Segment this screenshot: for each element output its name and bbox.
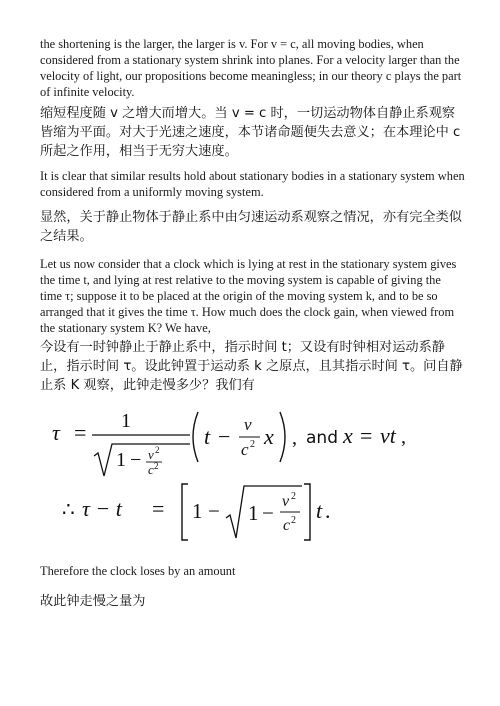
eq1-left-paren: [193, 412, 198, 462]
eq1-right-paren: [280, 412, 285, 462]
eq1-tau: τ: [52, 420, 60, 445]
paragraph-english-4: Therefore the clock loses by an amount: [40, 564, 236, 578]
eq1-and: and: [306, 428, 338, 448]
eq2-equals: =: [152, 496, 165, 521]
eq1-root-c: c: [148, 462, 154, 477]
eq2-root-v-exp: 2: [291, 491, 296, 502]
eq2-root-c: c: [283, 517, 291, 534]
eq2-tail-period: .: [325, 498, 331, 523]
eq1-sqrt-sign: [94, 444, 190, 476]
eq1-frac-c-exp: 2: [250, 439, 255, 450]
equation-clock-loss: [40, 478, 470, 548]
eq1-root-v-exp: 2: [155, 445, 160, 455]
eq2-root-minus: −: [262, 501, 274, 525]
eq1-root-v: v: [148, 447, 154, 462]
eq2-lhs: τ − t: [82, 496, 122, 521]
eq2-root-v: v: [282, 493, 290, 510]
eq2-right-bracket: [304, 484, 310, 540]
eq1-frac-c: c: [241, 440, 249, 459]
eq2-minus: −: [208, 499, 220, 523]
paragraph-english-3: Let us now consider that a clock which is lying at rest in the stationary system gives the time t, and lying at rest relative to the moving system is capable of giving the time τ; suppose it to be placed at the origin of the moving system k, and to be so arranged that it gives the time τ. How much does the clock gain, when viewed from the stationary system K? We have,: [40, 257, 457, 335]
paragraph-english-2: It is clear that similar results hold about stationary bodies in a stationary system when considered from a uniformly moving system.: [40, 169, 465, 199]
eq1-t: t: [204, 424, 211, 449]
eq2-root-c-exp: 2: [291, 515, 296, 526]
eq1-tail-x: x: [343, 423, 353, 448]
eq1-tail-equals: =: [360, 423, 373, 448]
eq1-paren-minus: −: [218, 424, 231, 449]
eq2-root-one: 1: [248, 501, 259, 525]
eq1-tail-vt: vt: [380, 423, 396, 448]
eq1-root-one: 1: [116, 449, 126, 471]
eq2-left-bracket: [182, 484, 188, 540]
eq2-therefore: ∴: [62, 499, 75, 521]
paragraph-chinese-4: 故此钟走慢之量为: [40, 594, 146, 609]
paragraph-chinese-1: 缩短程度随 v 之增大而增大。当 v = c 时，一切运动物体自静止系观察皆缩为平面。对大于光速之速度，本节诸命题便失去意义；在本理论中 c 所起之作用，相当于无穷大速度。: [40, 106, 461, 159]
eq1-tail-comma: ,: [401, 426, 406, 448]
eq1-equals: =: [74, 420, 87, 445]
eq1-numerator: 1: [121, 410, 131, 432]
equation-time-transformation: [40, 400, 470, 490]
paragraph-chinese-2: 显然，关于静止物体于静止系中由匀速运动系观察之情况，亦有完全类似之结果。: [40, 210, 462, 244]
eq2-tail-t: t: [316, 498, 323, 523]
eq1-comma: ,: [292, 427, 297, 449]
paragraph-english-1: the shortening is the larger, the larger is v. For v = c, all moving bodies, when considered from a stationary system shrink into planes. For a velocity larger than the velocity of light, our propositions become meaningless; in our theory c plays the part of infinite velocity.: [40, 37, 462, 99]
eq1-x: x: [264, 424, 274, 449]
paragraph-chinese-3: 今设有一时钟静止于静止系中，指示时间 t；又设有时钟相对运动系静止，指示时间 τ。设此钟置于运动系 k 之原点，且其指示时间 τ。问自静止系 K 观察，此钟走慢多少？我们有: [40, 340, 463, 393]
eq1-frac-v: v: [244, 415, 252, 434]
eq1-root-c-exp: 2: [154, 461, 159, 471]
eq2-one: 1: [192, 499, 203, 523]
eq1-root-minus: −: [130, 449, 142, 471]
